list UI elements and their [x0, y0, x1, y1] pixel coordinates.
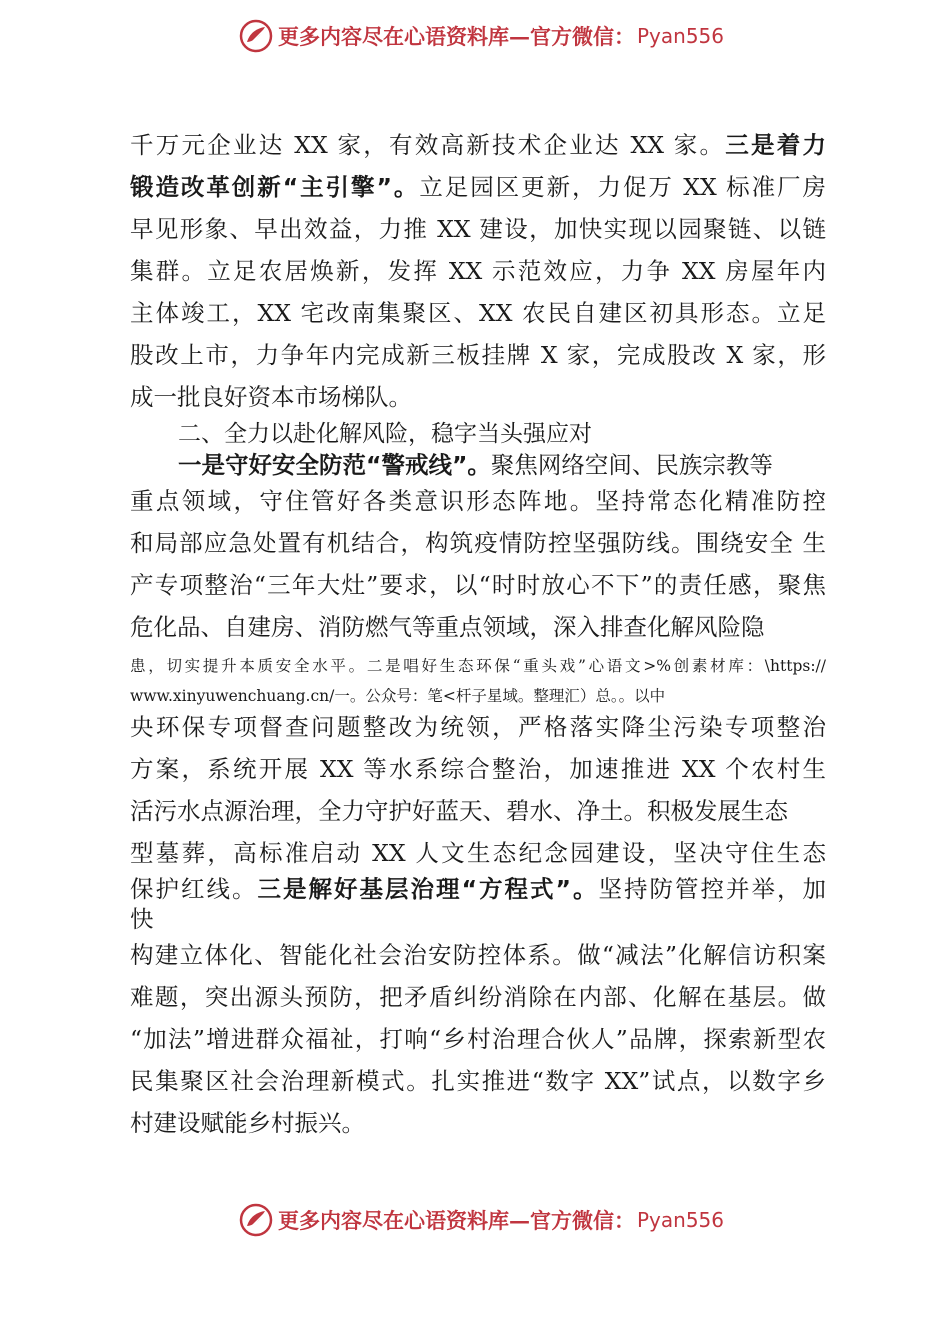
- paragraph-line: 保护红线。三是解好基层治理“方程式”。坚持防管控并举，加: [130, 875, 827, 903]
- document-body: [130, 124, 826, 1144]
- paragraph-line: 央环保专项督查问题整改为统领，严格落实降尘污染专项整治: [130, 713, 826, 741]
- paragraph-line: 主体竣工，XX 宅改南集聚区、XX 农民自建区初具形态。立足: [130, 299, 826, 327]
- paragraph-line: 民集聚区社会治理新模式。扎实推进“数字 XX”试点，以数字乡: [130, 1067, 826, 1095]
- watermark-line: www.xinyuwenchuang.cn/一。公众号：笔<杆子星域。整理汇）总。。以中: [130, 687, 666, 705]
- watermark-line: 患，切实提升本质安全水平。二是唱好生态环保“重头戏”心语文>%创素材库：\https://: [130, 657, 826, 675]
- banner-wechat-id: Pyan556: [637, 24, 725, 48]
- section-heading: 二、全力以赴化解风险，稳字当头强应对: [178, 421, 592, 447]
- paragraph-line: 和局部应急处置有机结合，构筑疫情防控坚强防线。围绕安全 生: [130, 529, 826, 557]
- paragraph-line: 难题，突出源头预防，把矛盾纠纷消除在内部、化解在基层。做: [130, 983, 826, 1011]
- header-banner: [238, 16, 724, 56]
- paragraph-line: 活污水点源治理，全力守护好蓝天、碧水、净土。积极发展生态: [130, 797, 788, 825]
- hand-pen-logo-icon: [238, 18, 274, 54]
- paragraph-line: 锻造改革创新“主引擎”。立足园区更新，力促万 XX 标准厂房: [130, 173, 827, 201]
- footer-banner: [238, 1200, 724, 1240]
- banner-text: 更多内容尽在心语资料库—官方微信：: [278, 24, 635, 49]
- banner-text: 更多内容尽在心语资料库—官方微信：: [278, 1208, 635, 1233]
- banner-wechat-id: Pyan556: [637, 1208, 725, 1232]
- paragraph-line: 快: [130, 905, 154, 933]
- paragraph-line: 一是守好安全防范“警戒线”。聚焦网络空间、民族宗教等: [178, 451, 773, 479]
- paragraph-line: 危化品、自建房、消防燃气等重点领域，深入排查化解风险隐: [130, 613, 765, 641]
- paragraph-line: 型墓葬，高标准启动 XX 人文生态纪念园建设，坚决守住生态: [130, 839, 826, 867]
- paragraph-line: 方案，系统开展 XX 等水系综合整治，加速推进 XX 个农村生: [130, 755, 826, 783]
- paragraph-line: 重点领域，守住管好各类意识形态阵地。坚持常态化精准防控: [130, 487, 826, 515]
- paragraph-line: 股改上市，力争年内完成新三板挂牌 X 家，完成股改 X 家，形: [130, 341, 826, 369]
- paragraph-line: 村建设赋能乡村振兴。: [130, 1109, 365, 1137]
- paragraph-line: 集群。立足农居焕新，发挥 XX 示范效应，力争 XX 房屋年内: [130, 257, 826, 285]
- paragraph-line: 早见形象、早出效益，力推 XX 建设，加快实现以园聚链、以链: [130, 215, 826, 243]
- hand-pen-logo-icon: [238, 1202, 274, 1238]
- paragraph-line: 产专项整治“三年大灶”要求，以“时时放心不下”的责任感，聚焦: [130, 571, 826, 599]
- paragraph-line: 成一批良好资本市场梯队。: [130, 383, 412, 411]
- paragraph-line: 千万元企业达 XX 家，有效高新技术企业达 XX 家。三是着力: [130, 131, 826, 159]
- paragraph-line: “加法”增进群众福祉，打响“乡村治理合伙人”品牌，探索新型农: [130, 1025, 826, 1053]
- paragraph-line: 构建立体化、智能化社会治安防控体系。做“减法”化解信访积案: [130, 941, 826, 969]
